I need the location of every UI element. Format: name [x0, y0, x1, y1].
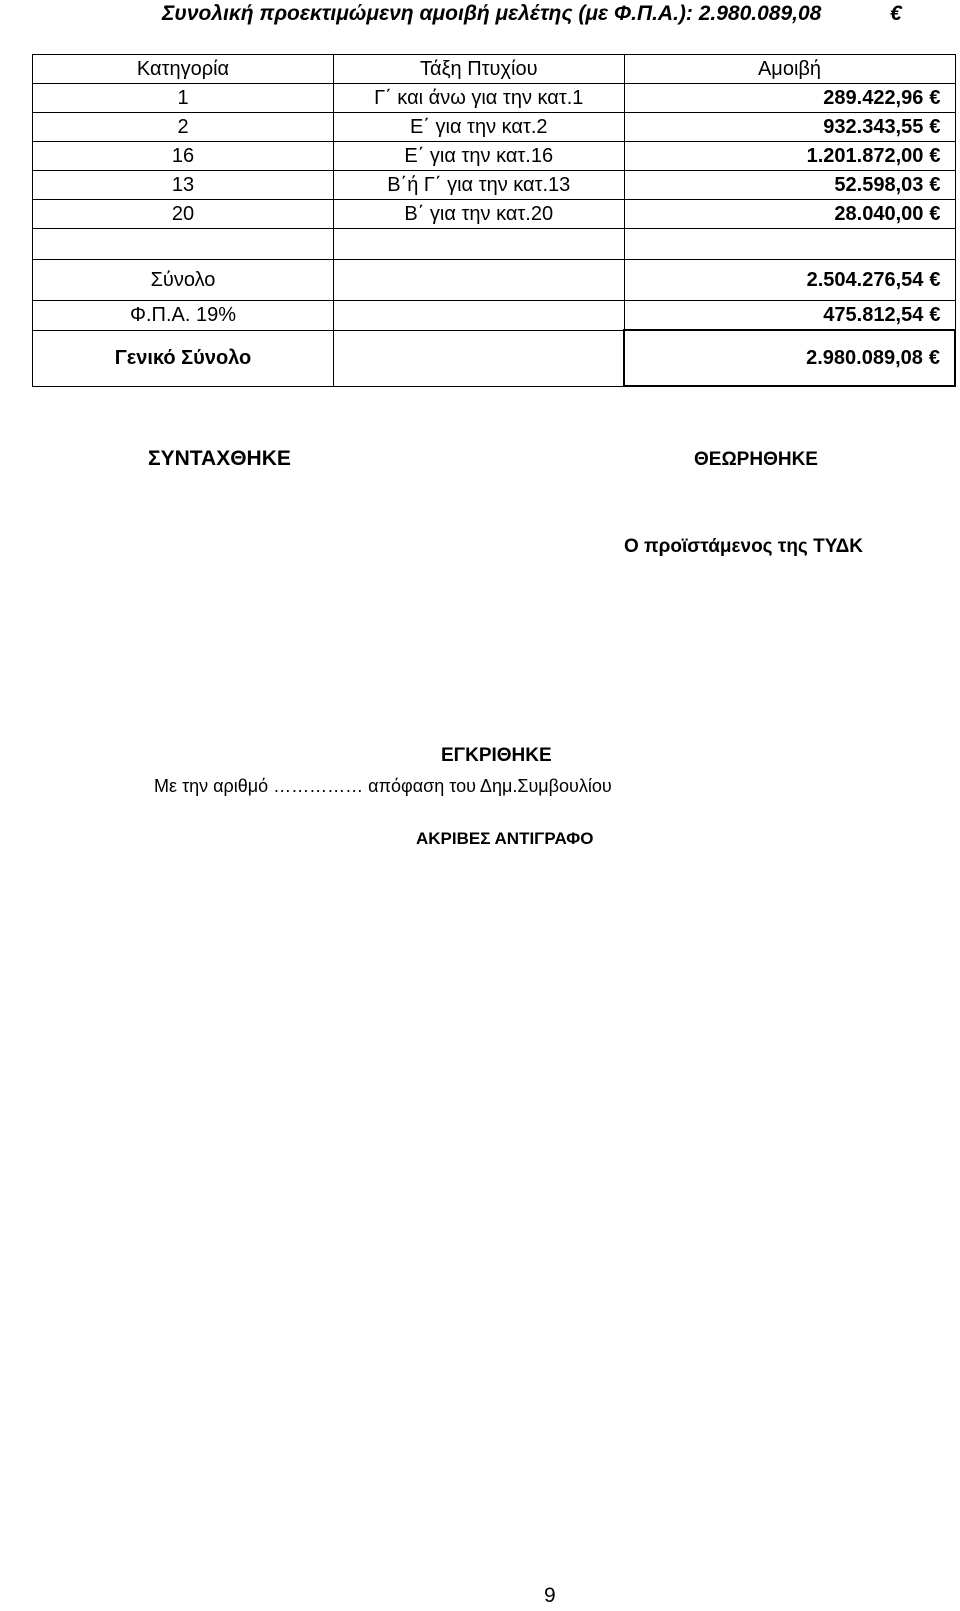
- euro-symbol: €: [929, 304, 941, 326]
- category-cell: 13: [33, 171, 334, 200]
- vat-row: [33, 301, 956, 331]
- total-fee-heading: [0, 0, 960, 34]
- vat-label: Φ.Π.Α. 19%: [33, 301, 334, 331]
- euro-symbol: €: [929, 145, 941, 167]
- empty-cell: [33, 229, 334, 260]
- category-cell: 16: [33, 142, 334, 171]
- table-row: [33, 142, 956, 171]
- subtotal-value: 2.504.276,54: [806, 269, 924, 291]
- fee-cell: [624, 171, 955, 200]
- euro-symbol: €: [890, 2, 902, 25]
- fee-cell: [624, 84, 955, 113]
- euro-symbol: €: [928, 347, 940, 369]
- table-row: [33, 113, 956, 142]
- euro-symbol: €: [929, 203, 941, 225]
- approved-label: ΕΓΚΡΙΘΗΚΕ: [441, 745, 552, 766]
- subtotal-row: [33, 260, 956, 301]
- category-cell: 2: [33, 113, 334, 142]
- class-cell: Ε΄ για την κατ.16: [334, 142, 625, 171]
- council-decision-text: Με την αριθμό …………… απόφαση του Δημ.Συμβουλίου: [154, 776, 612, 796]
- euro-symbol: €: [929, 87, 941, 109]
- subtotal-cell: [624, 260, 955, 301]
- empty-cell: [334, 229, 625, 260]
- fee-value: 1.201.872,00: [806, 145, 924, 167]
- certified-copy-label: ΑΚΡΙΒΕΣ ΑΝΤΙΓΡΑΦΟ: [416, 829, 594, 848]
- subtotal-label: Σύνολο: [33, 260, 334, 301]
- empty-cell: [334, 330, 625, 386]
- empty-cell: [334, 260, 625, 301]
- table-header-row: [33, 55, 956, 84]
- fee-cell: [624, 142, 955, 171]
- column-header-class: Τάξη Πτυχίου: [334, 55, 625, 84]
- fee-cell: [624, 113, 955, 142]
- table-row: [33, 171, 956, 200]
- fee-value: 28.040,00: [834, 203, 924, 225]
- table-row: [33, 200, 956, 229]
- class-cell: Γ΄ και άνω για την κατ.1: [334, 84, 625, 113]
- vat-value: 475.812,54: [823, 304, 924, 326]
- class-cell: Ε΄ για την κατ.2: [334, 113, 625, 142]
- grand-total-row: [33, 330, 956, 386]
- empty-row: [33, 229, 956, 260]
- column-header-fee: Αμοιβή: [624, 55, 955, 84]
- class-cell: Β΄ για την κατ.20: [334, 200, 625, 229]
- total-fee-label: Συνολική προεκτιμώμενη αμοιβή μελέτης (με Φ.Π.Α.): 2.980.089,08: [162, 2, 822, 25]
- fee-value: 52.598,03: [834, 174, 924, 196]
- compiled-label: ΣΥΝΤΑΧΘΗΚΕ: [148, 447, 291, 470]
- fee-value: 289.422,96: [823, 87, 924, 109]
- euro-symbol: €: [929, 269, 941, 291]
- category-cell: 20: [33, 200, 334, 229]
- grand-total-cell: [624, 330, 955, 386]
- fee-value: 932.343,55: [823, 116, 924, 138]
- euro-symbol: €: [929, 116, 941, 138]
- category-cell: 1: [33, 84, 334, 113]
- fee-table: [32, 54, 956, 387]
- reviewed-label: ΘΕΩΡΗΘΗΚΕ: [694, 449, 818, 470]
- euro-symbol: €: [929, 174, 941, 196]
- grand-total-label: Γενικό Σύνολο: [33, 330, 334, 386]
- class-cell: Β΄ή Γ΄ για την κατ.13: [334, 171, 625, 200]
- head-of-office-label: Ο προϊστάμενος της ΤΥΔΚ: [624, 536, 864, 557]
- empty-cell: [334, 301, 625, 331]
- page-number: 9: [544, 1584, 556, 1607]
- table-row: [33, 84, 956, 113]
- vat-cell: [624, 301, 955, 331]
- grand-total-value: 2.980.089,08: [806, 347, 923, 369]
- empty-cell: [624, 229, 955, 260]
- fee-cell: [624, 200, 955, 229]
- column-header-category: Κατηγορία: [33, 55, 334, 84]
